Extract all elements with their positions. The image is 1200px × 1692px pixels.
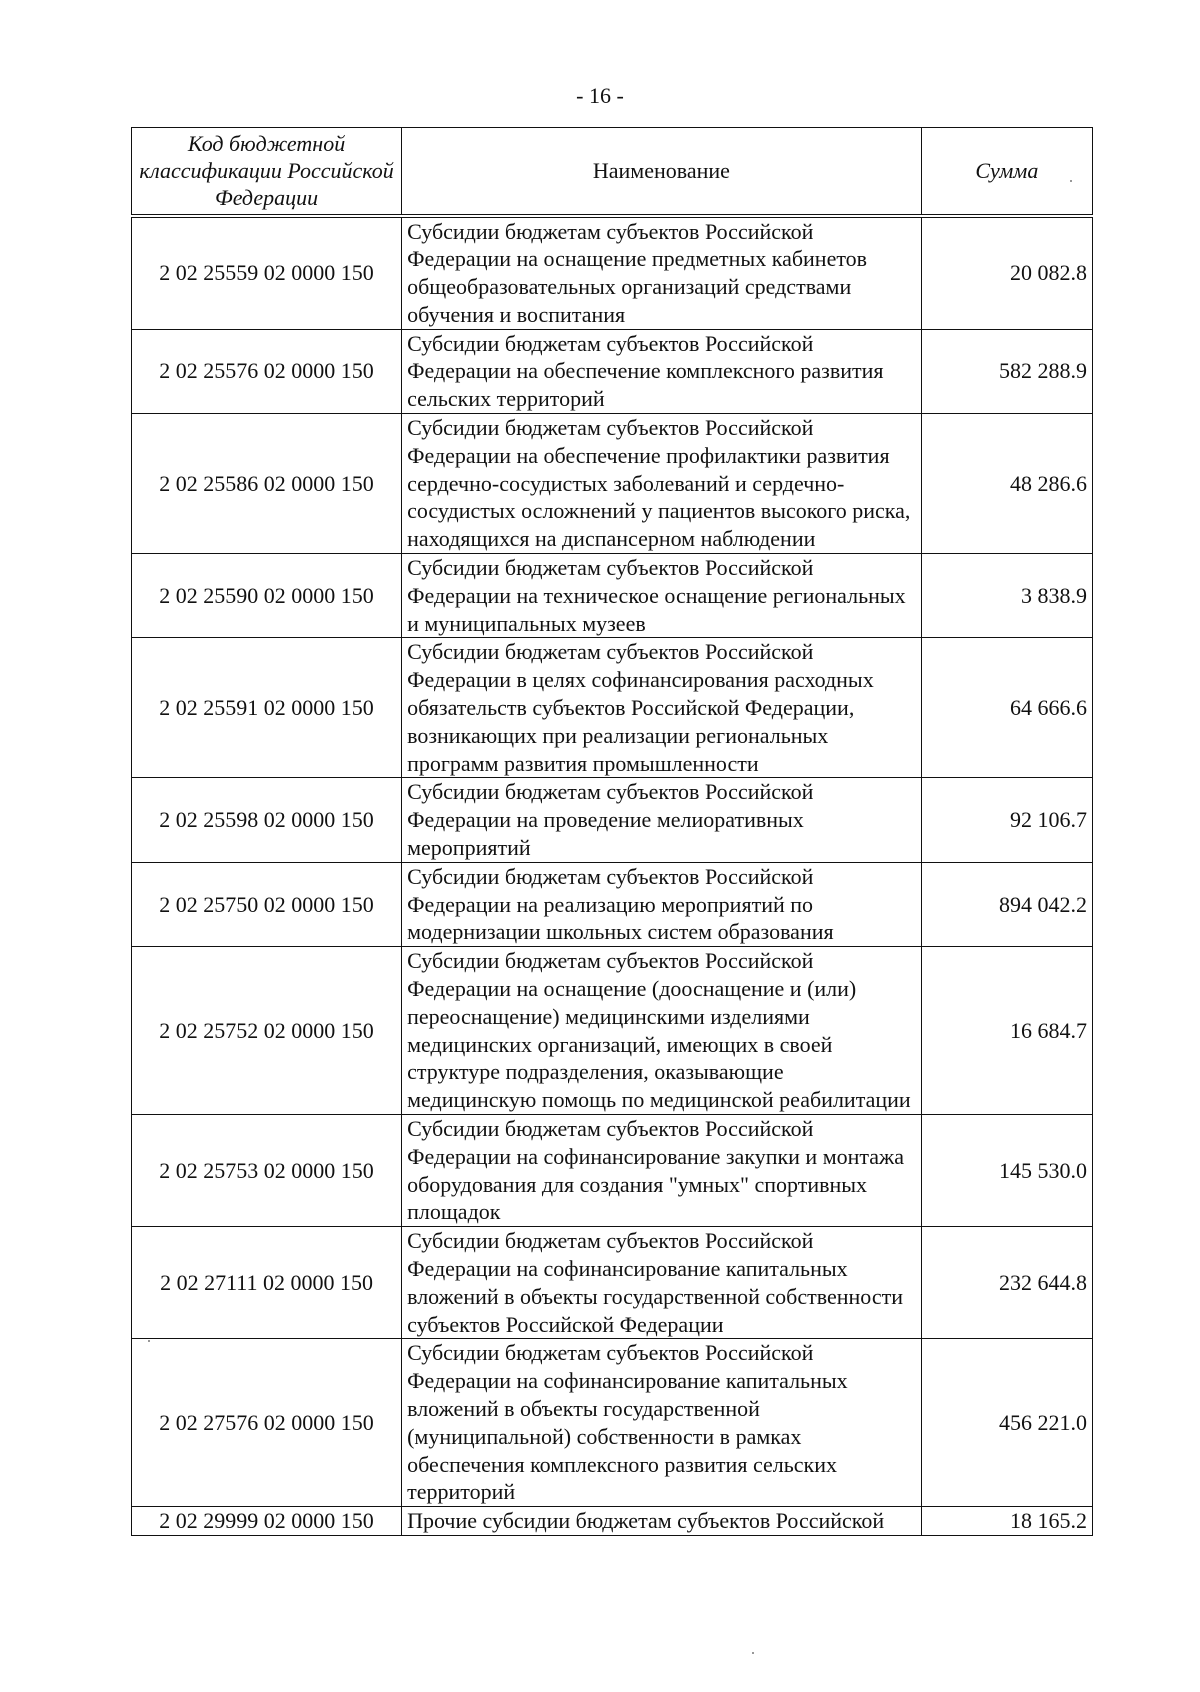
row-code: 2 02 25586 02 0000 150 xyxy=(132,414,402,554)
header-name: Наименование xyxy=(402,128,922,216)
table-row xyxy=(132,1227,1093,1339)
row-code: 2 02 25750 02 0000 150 xyxy=(132,862,402,946)
table-row xyxy=(132,1115,1093,1227)
row-sum: 145 530.0 xyxy=(921,1115,1092,1227)
row-sum: 582 288.9 xyxy=(921,329,1092,413)
row-code: 2 02 25598 02 0000 150 xyxy=(132,778,402,862)
scan-speck xyxy=(148,1340,150,1342)
table-row xyxy=(132,1507,1093,1536)
table-row xyxy=(132,1339,1093,1507)
table-row xyxy=(132,216,1093,330)
table-row xyxy=(132,638,1093,778)
row-name: Субсидии бюджетам субъектов Российской Федерации на обеспечение комплексного развития сельских территорий xyxy=(402,329,922,413)
row-sum: 48 286.6 xyxy=(921,414,1092,554)
table-row xyxy=(132,862,1093,946)
header-code: Код бюджетной классификации Российской Федерации xyxy=(132,128,402,216)
row-code: 2 02 25576 02 0000 150 xyxy=(132,329,402,413)
header-sum: Сумма xyxy=(921,128,1092,216)
row-sum: 232 644.8 xyxy=(921,1227,1092,1339)
row-name: Субсидии бюджетам субъектов Российской Федерации на софинансирование капитальных вложений в объекты государственной собственности субъектов Российской Федерации xyxy=(402,1227,922,1339)
page-number: - 16 - xyxy=(576,83,624,108)
row-sum: 456 221.0 xyxy=(921,1339,1092,1507)
table-row xyxy=(132,329,1093,413)
row-name: Прочие субсидии бюджетам субъектов Российской xyxy=(402,1507,922,1536)
table-row xyxy=(132,778,1093,862)
row-name: Субсидии бюджетам субъектов Российской Федерации на оснащение предметных кабинетов общеобразовательных организаций средствами обучения и воспитания xyxy=(402,216,922,330)
row-sum: 894 042.2 xyxy=(921,862,1092,946)
row-code: 2 02 25559 02 0000 150 xyxy=(132,216,402,330)
row-sum: 20 082.8 xyxy=(921,216,1092,330)
row-name: Субсидии бюджетам субъектов Российской Федерации на проведение мелиоративных мероприятий xyxy=(402,778,922,862)
row-sum: 92 106.7 xyxy=(921,778,1092,862)
row-name: Субсидии бюджетам субъектов Российской Федерации на оснащение (дооснащение и (или) переоснащение) медицинскими изделиями медицинских организаций, имеющих в своей структуре подразделения, оказывающие медицинскую помощь по медицинской реабилитации xyxy=(402,947,922,1115)
row-code: 2 02 25591 02 0000 150 xyxy=(132,638,402,778)
table-row xyxy=(132,414,1093,554)
row-code: 2 02 29999 02 0000 150 xyxy=(132,1507,402,1536)
row-name: Субсидии бюджетам субъектов Российской Федерации на софинансирование закупки и монтажа оборудования для создания "умных" спортивных площадок xyxy=(402,1115,922,1227)
row-name: Субсидии бюджетам субъектов Российской Федерации в целях софинансирования расходных обязательств субъектов Российской Федерации, возникающих при реализации региональных программ развития промышленности xyxy=(402,638,922,778)
budget-table xyxy=(131,127,1093,1536)
row-code: 2 02 25753 02 0000 150 xyxy=(132,1115,402,1227)
row-sum: 3 838.9 xyxy=(921,554,1092,638)
row-name: Субсидии бюджетам субъектов Российской Федерации на реализацию мероприятий по модернизации школьных систем образования xyxy=(402,862,922,946)
row-name: Субсидии бюджетам субъектов Российской Федерации на техническое оснащение региональных и муниципальных музеев xyxy=(402,554,922,638)
table-header-row xyxy=(132,128,1093,216)
table-row xyxy=(132,554,1093,638)
row-code: 2 02 27576 02 0000 150 xyxy=(132,1339,402,1507)
row-code: 2 02 25590 02 0000 150 xyxy=(132,554,402,638)
row-code: 2 02 27111 02 0000 150 xyxy=(132,1227,402,1339)
table-row xyxy=(132,947,1093,1115)
row-sum: 16 684.7 xyxy=(921,947,1092,1115)
row-name: Субсидии бюджетам субъектов Российской Федерации на софинансирование капитальных вложений в объекты государственной (муниципальной) собственности в рамках обеспечения комплексного развития сельских территорий xyxy=(402,1339,922,1507)
row-sum: 18 165.2 xyxy=(921,1507,1092,1536)
row-code: 2 02 25752 02 0000 150 xyxy=(132,947,402,1115)
scan-speck xyxy=(752,1652,754,1654)
row-name: Субсидии бюджетам субъектов Российской Федерации на обеспечение профилактики развития сердечно-сосудистых заболеваний и сердечно-сосудистых осложнений у пациентов высокого риска, находящихся на диспансерном наблюдении xyxy=(402,414,922,554)
scan-speck xyxy=(1070,180,1072,182)
row-sum: 64 666.6 xyxy=(921,638,1092,778)
